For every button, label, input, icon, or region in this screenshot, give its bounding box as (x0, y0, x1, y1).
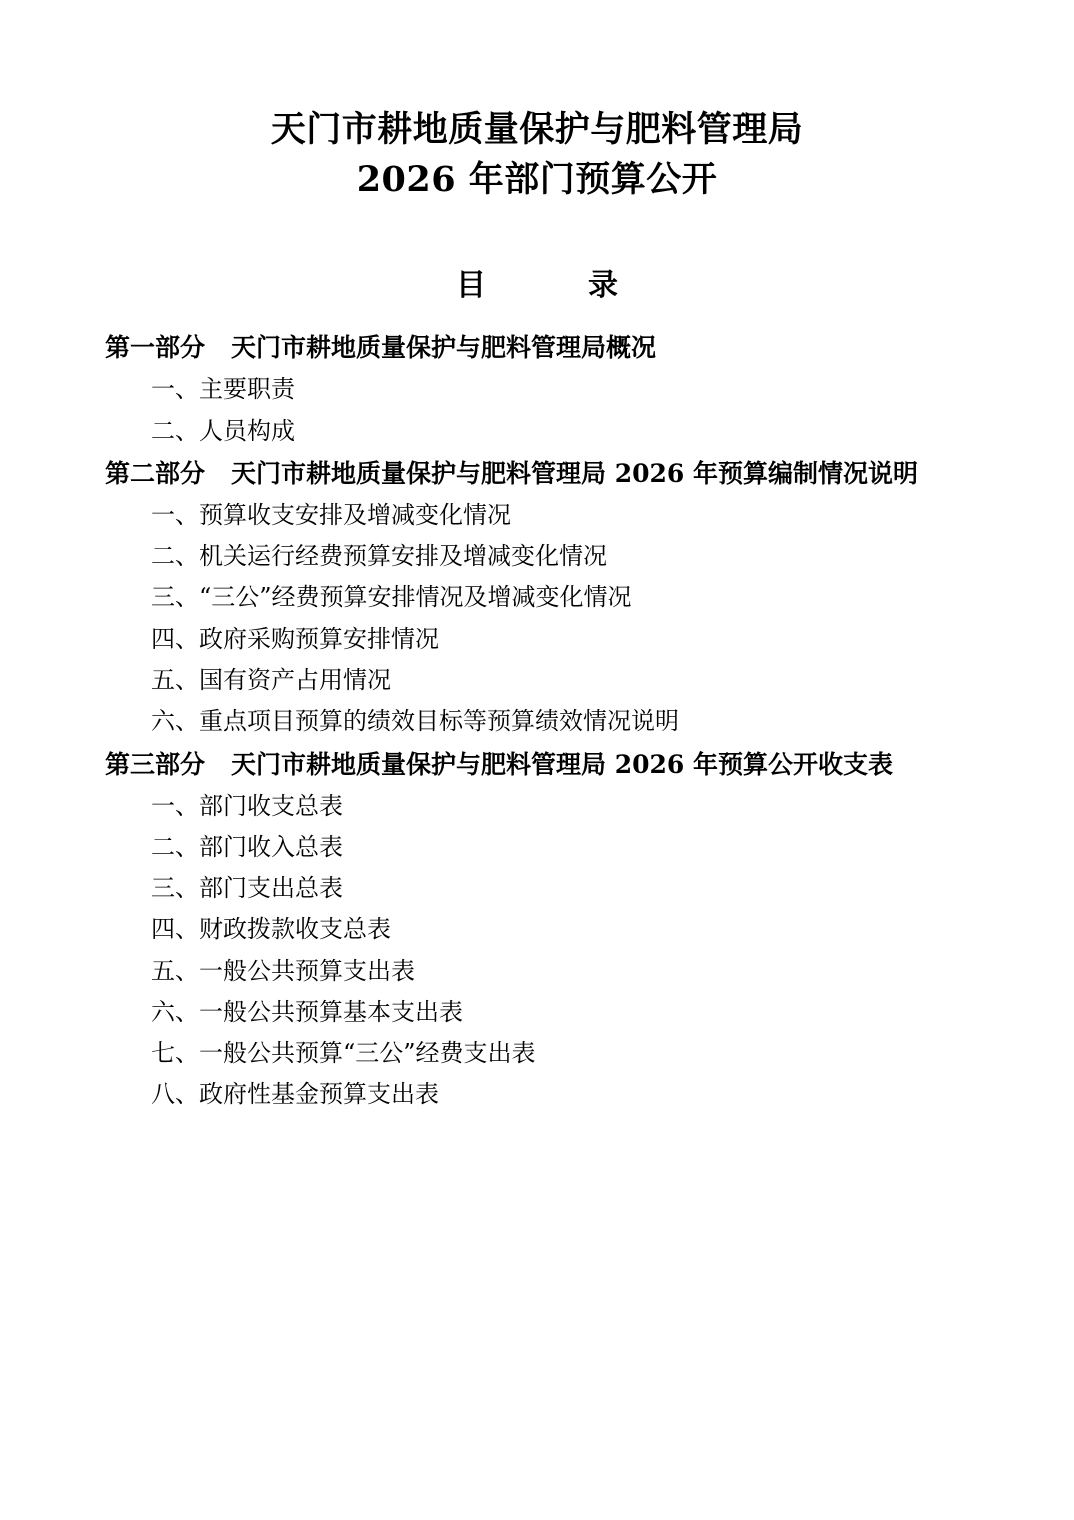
toc-item-3-5: 五、一般公共预算支出表 (151, 956, 415, 985)
toc-item-2-2: 二、机关运行经费预算安排及增减变化情况 (151, 542, 607, 571)
toc-item-2-3: 三、“三公”经费预算安排情况及增减变化情况 (151, 583, 632, 612)
toc-item-3-3: 三、部门支出总表 (151, 874, 343, 903)
toc-item-2-1: 一、预算收支安排及增减变化情况 (151, 500, 511, 529)
toc-part-2 (105, 452, 969, 495)
toc-item-3-6: 六、一般公共预算基本支出表 (151, 997, 463, 1026)
page-title (105, 105, 969, 204)
toc-item-2-4: 四、政府采购预算安排情况 (151, 624, 439, 653)
toc-item-1-1: 一、主要职责 (151, 375, 295, 404)
toc-item-3-7: 七、一般公共预算“三公”经费支出表 (151, 1039, 536, 1068)
toc-part-1-label: 第一部分 (105, 333, 206, 363)
toc-item-3-1: 一、部门收支总表 (151, 791, 343, 820)
toc-item-1-2: 二、人员构成 (151, 416, 295, 445)
page-title-line1: 天门市耕地质量保护与肥料管理局 (270, 109, 804, 150)
toc-item-3-8: 八、政府性基金预算支出表 (151, 1080, 439, 1109)
page-title-line2: 2026 年部门预算公开 (356, 158, 718, 200)
toc-part-2-label: 第二部分 (105, 458, 206, 488)
toc-item-3-4: 四、财政拨款收支总表 (151, 915, 391, 944)
toc-item-2-5: 五、国有资产占用情况 (151, 665, 391, 694)
toc-item-2-6: 六、重点项目预算的绩效目标等预算绩效情况说明 (151, 707, 679, 736)
toc-part-3-label: 第三部分 (105, 749, 206, 779)
toc-part-1-title: 天门市耕地质量保护与肥料管理局概况 (231, 333, 657, 363)
toc-part-3-title: 天门市耕地质量保护与肥料管理局 2026 年预算公开收支表 (231, 749, 894, 779)
toc-item-3-2: 二、部门收入总表 (151, 832, 343, 861)
toc-part-1 (105, 326, 969, 369)
toc-part-3 (105, 743, 969, 786)
toc-part-2-title: 天门市耕地质量保护与肥料管理局 2026 年预算编制情况说明 (231, 458, 919, 488)
toc-heading: 目 录 (456, 268, 632, 304)
